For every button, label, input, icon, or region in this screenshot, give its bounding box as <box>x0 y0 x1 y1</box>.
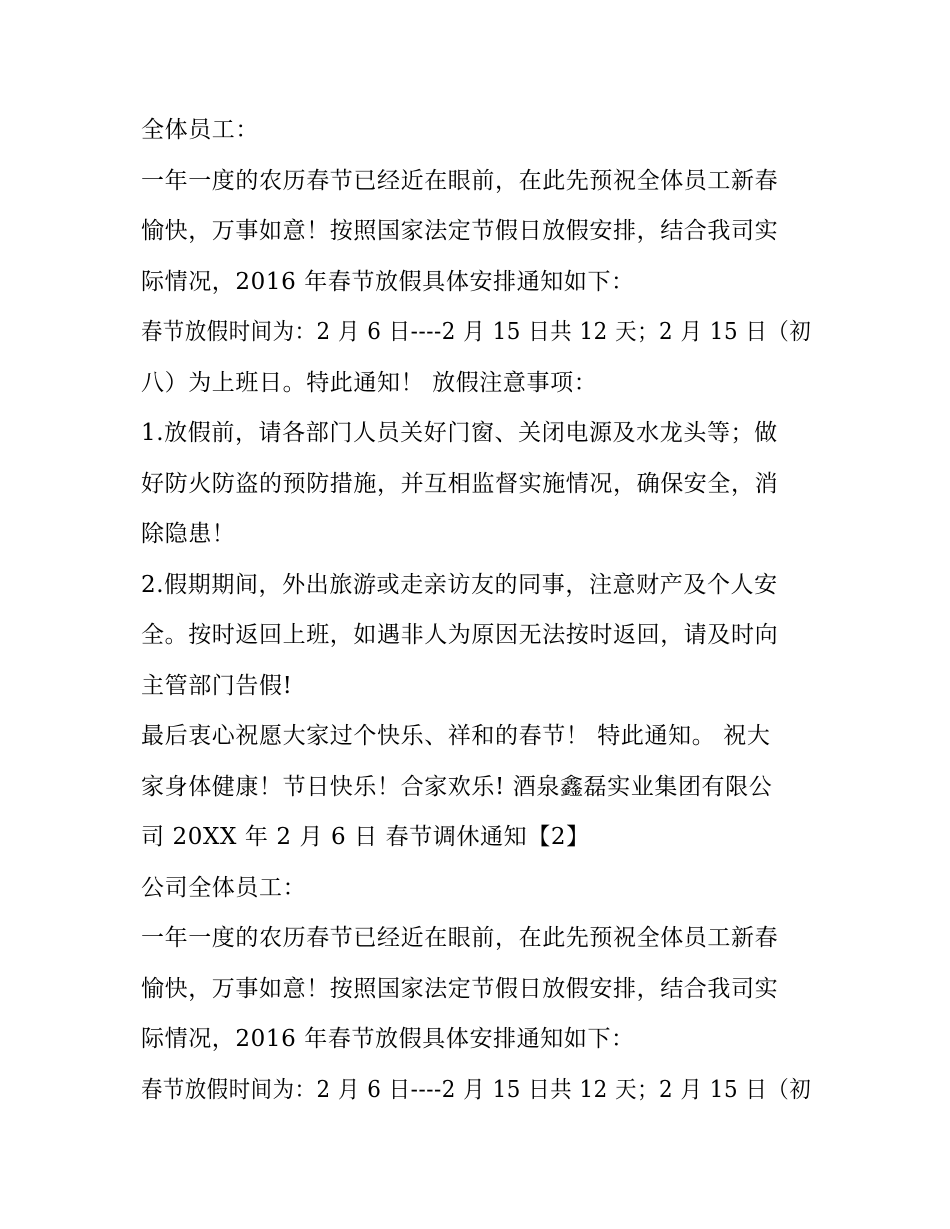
text-line: 全。按时返回上班，如遇非人为原因无法按时返回，请及时向 <box>141 622 779 648</box>
text-line: 愉快，万事如意！按照国家法定节假日放假安排，结合我司实 <box>141 218 779 244</box>
text-line: 2.假期期间，外出旅游或走亲访友的同事，注意财产及个人安 <box>141 572 778 598</box>
text-line: 际情况，2016 年春节放假具体安排通知如下： <box>141 1026 635 1052</box>
text-line: 好防火防盗的预防措施，并互相监督实施情况，确保安全，消 <box>141 471 779 497</box>
text-line: 春节放假时间为：2 月 6 日----2 月 15 日共 12 天；2 月 15 日（初 <box>141 1077 812 1103</box>
text-line: 家身体健康！节日快乐！合家欢乐! 酒泉鑫磊实业集团有限公 <box>141 774 773 800</box>
text-line: 主管部门告假! <box>141 673 293 699</box>
text-line: 愉快，万事如意！按照国家法定节假日放假安排，结合我司实 <box>141 976 779 1002</box>
text-line: 司 20XX 年 2 月 6 日 春节调休通知【2】 <box>141 824 590 850</box>
text-line: 一年一度的农历春节已经近在眼前，在此先预祝全体员工新春 <box>141 925 779 951</box>
text-line: 际情况，2016 年春节放假具体安排通知如下： <box>141 269 635 295</box>
text-line: 春节放假时间为：2 月 6 日----2 月 15 日共 12 天；2 月 15 日（初 <box>141 319 812 345</box>
text-line: 1.放假前，请各部门人员关好门窗、关闭电源及水龙头等；做 <box>141 420 778 446</box>
text-line: 除隐患！ <box>141 521 236 547</box>
text-line: 一年一度的农历春节已经近在眼前，在此先预祝全体员工新春 <box>141 168 779 194</box>
text-line: 八）为上班日。特此通知！ 放假注意事项： <box>141 370 598 396</box>
text-line: 公司全体员工： <box>141 875 307 901</box>
text-line: 最后衷心祝愿大家过个快乐、祥和的春节！ 特此通知。 祝大 <box>141 723 771 749</box>
text-line: 全体员工： <box>141 117 259 143</box>
